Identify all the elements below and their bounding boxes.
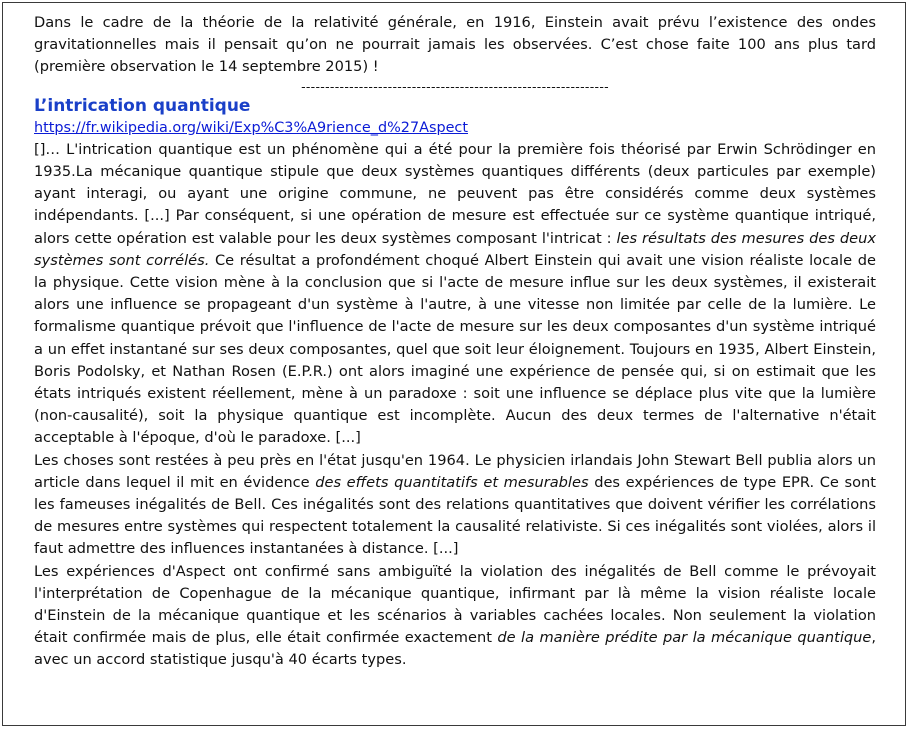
paragraph-emphasis: de la manière prédite par la mécanique quantique bbox=[497, 629, 872, 647]
section-heading: L’intrication quantique bbox=[34, 95, 251, 116]
document-frame bbox=[2, 2, 906, 726]
paragraph-text: des expériences de type EPR. Ce sont les fameuses inégalités de Bell. Ces inégalités sont des relations quantitatives que doivent vérifier les corrélations de mesures entre systèmes qui respectent totalement la causalité relativiste. Si ces inégalités sont violées, alors il faut admettre des influences instantanées à distance. [...] bbox=[34, 473, 876, 558]
paragraph-text: Ce résultat a profondément choqué Albert Einstein qui avait une vision réaliste locale de la physique. Cette vision mène à la conclusion que si l'acte de mesure influe sur les deux systèmes, il existerait alors une influence se propageant d'un système à l'autre, à une vitesse non limitée par celle de la lumière. Le formalisme quantique prévoit que l'influence de l'acte de mesure sur les deux composantes d'un système intriqué a un effet instantané sur ses deux composantes, quel que soit leur éloignement. Toujours en 1935, Albert Einstein, Boris Podolsky, et Nathan Rosen (E.P.R.) ont alors imaginé une expérience de pensée qui, si on estimait que les états intriqués existent réellement, mène à un paradoxe : soit une influence se déplace plus vite que la lumière (non-causalité), soit la physique quantique est incomplète. Aucun des deux termes de l'alternative n'était acceptable à l'époque, d'où le paradoxe. [...] bbox=[34, 251, 876, 447]
wikipedia-link[interactable]: https://fr.wikipedia.org/wiki/Exp%C3%A9rience_d%27Aspect bbox=[34, 119, 468, 136]
paragraph-emphasis: les résultats des mesures des deux systèmes sont corrélés. bbox=[34, 229, 876, 269]
intro-paragraph: Dans le cadre de la théorie de la relativité générale, en 1916, Einstein avait prévu l’existence des ondes gravitationnelles mais il pensait qu’on ne pourrait jamais les observées. C’est chose faite 100 ans plus tard (première observation le 14 septembre 2015) ! bbox=[34, 14, 876, 76]
paragraph-text: Les expériences d'Aspect ont confirmé sans ambiguïté la violation des inégalités de Bell comme le prévoyait l'interprétation de Copenhague de la mécanique quantique, infirmant par là même la vision réaliste locale d'Einstein de la mécanique quantique et les scénarios à variables cachées locales. Non seulement la violation était confirmée mais de plus, elle était confirmée exactement bbox=[34, 562, 876, 647]
paragraph-bell bbox=[34, 450, 876, 561]
paragraph-text: , avec un accord statistique jusqu'à 40 écarts types. bbox=[34, 629, 877, 669]
separator-line: ---------------------------------------------------------------- bbox=[301, 78, 609, 94]
paragraph-intrication bbox=[34, 139, 876, 450]
paragraph-text: []… L'intrication quantique est un phénomène qui a été pour la première fois théorisé par Erwin Schrödinger en 1935.La mécanique quantique stipule que deux systèmes quantiques différents (deux particules par exemple) ayant interagi, ou ayant une origine commune, ne peuvent pas être considérés comme deux systèmes indépendants. [...] Par conséquent, si une opération de mesure est effectuée sur ce système quantique intriqué, alors cette opération est valable pour les deux systèmes composant l'intricat : bbox=[34, 140, 876, 247]
paragraph-text: Les choses sont restées à peu près en l'état jusqu'en 1964. Le physicien irlandais John Stewart Bell publia alors un article dans lequel il mit en évidence bbox=[34, 451, 876, 491]
paragraph-aspect bbox=[34, 561, 876, 672]
paragraph-emphasis: des effets quantitatifs et mesurables bbox=[315, 473, 589, 491]
document-body bbox=[34, 12, 876, 672]
